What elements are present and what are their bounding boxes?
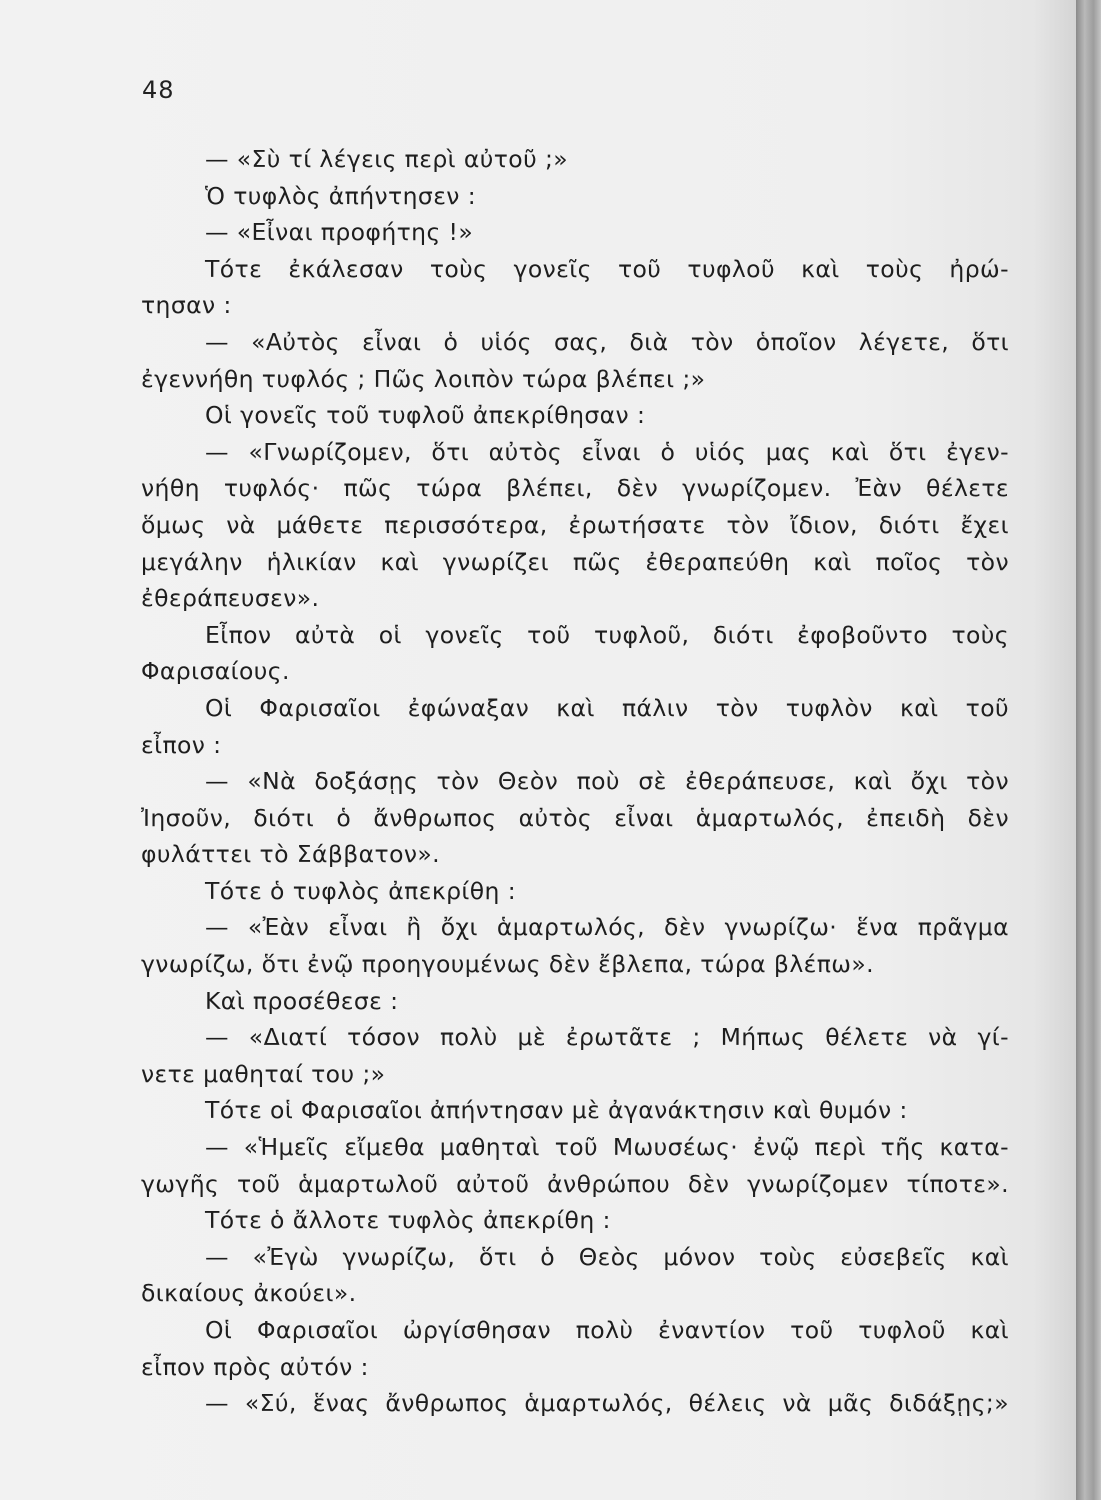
text-line: — «Σὺ τί λέγεις περὶ αὐτοῦ ;»	[205, 145, 569, 173]
text-line: Τότε οἱ Φαρισαῖοι ἀπήντησαν μὲ ἀγανάκτησιν καὶ θυμόν :	[205, 1096, 908, 1125]
text-line: — «Διατί τόσον πολὺ μὲ ἐρωτᾶτε ; Μήπως θέλετε νὰ γί-	[205, 1023, 1009, 1052]
text-line: — «Σύ, ἕνας ἄνθρωπος ἁμαρτωλός, θέλεις νὰ μᾶς διδάξῃς;»	[205, 1389, 1009, 1418]
text-line: εἶπον :	[141, 730, 222, 759]
page-text	[141, 141, 1009, 1422]
text-line: εἶπον πρὸς αὐτόν :	[141, 1352, 369, 1381]
text-line: Οἱ Φαρισαῖοι ὠργίσθησαν πολὺ ἐναντίον τοῦ τυφλοῦ καὶ	[205, 1316, 1009, 1344]
text-line: μεγάλην ἡλικίαν καὶ γνωρίζει πῶς ἐθεραπεύθη καὶ ποῖος τὸν	[141, 547, 1009, 576]
text-line: Τότε ἐκάλεσαν τοὺς γονεῖς τοῦ τυφλοῦ καὶ τοὺς ἠρώ-	[205, 254, 1009, 283]
text-line: γνωρίζω, ὅτι ἐνῷ προηγουμένως δὲν ἔβλεπα, τώρα βλέπω».	[141, 950, 875, 979]
text-line: Εἶπον αὐτὰ οἱ γονεῖς τοῦ τυφλοῦ, διότι ἐφοβοῦντο τοὺς	[205, 620, 1009, 649]
text-line: — «Γνωρίζομεν, ὅτι αὐτὸς εἶναι ὁ υἱός μας καὶ ὅτι ἐγεν-	[205, 437, 1009, 466]
text-line: — «Ἐγὼ γνωρίζω, ὅτι ὁ Θεὸς μόνον τοὺς εὐσεβεῖς καὶ	[205, 1242, 1009, 1271]
text-line: Τότε ὁ ἄλλοτε τυφλὸς ἀπεκρίθη :	[205, 1206, 611, 1235]
text-line: Καὶ προσέθεσε :	[205, 986, 399, 1015]
text-line: Ὁ τυφλὸς ἀπήντησεν :	[205, 181, 477, 210]
text-line: Φαρισαίους.	[141, 657, 290, 686]
text-line: Οἱ Φαρισαῖοι ἐφώναξαν καὶ πάλιν τὸν τυφλὸν καὶ τοῦ	[205, 693, 1009, 722]
text-line: Τότε ὁ τυφλὸς ἀπεκρίθη :	[205, 876, 517, 905]
text-line: — «Αὐτὸς εἶναι ὁ υἱός σας, διὰ τὸν ὁποῖον λέγετε, ὅτι	[205, 327, 1009, 356]
text-line: Ἰησοῦν, διότι ὁ ἄνθρωπος αὐτὸς εἶναι ἁμαρτωλός, ἐπειδὴ δὲν	[141, 803, 1009, 832]
book-gutter	[1076, 0, 1101, 1500]
text-line: — «Εἶναι προφήτης !»	[205, 218, 474, 247]
text-line: νήθη τυφλός· πῶς τώρα βλέπει, δὲν γνωρίζομεν. Ἐὰν θέλετε	[141, 474, 1009, 503]
text-line: ἐθεράπευσεν».	[141, 584, 320, 613]
text-line: φυλάττει τὸ Σάββατον».	[141, 840, 441, 869]
text-line: — «Ἡμεῖς εἴμεθα μαθηταὶ τοῦ Μωυσέως· ἐνῷ περὶ τῆς κατα-	[205, 1133, 1009, 1162]
text-line: δικαίους ἀκούει».	[141, 1279, 357, 1308]
text-line: — «Ἐὰν εἶναι ἢ ὄχι ἁμαρτωλός, δὲν γνωρίζω· ἕνα πρᾶγμα	[205, 913, 1009, 942]
text-line: ὅμως νὰ μάθετε περισσότερα, ἐρωτήσατε τὸν ἴδιον, διότι ἔχει	[141, 510, 1009, 539]
text-line: ἐγεννήθη τυφλός ; Πῶς λοιπὸν τώρα βλέπει ;»	[141, 364, 706, 393]
page-number: 48	[142, 76, 175, 104]
text-line: τησαν :	[141, 291, 232, 320]
text-line: γωγῆς τοῦ ἁμαρτωλοῦ αὐτοῦ ἀνθρώπου δὲν γνωρίζομεν τίποτε».	[141, 1169, 1009, 1198]
text-line: Οἱ γονεῖς τοῦ τυφλοῦ ἀπεκρίθησαν :	[205, 401, 646, 430]
text-line: — «Νὰ δοξάσῃς τὸν Θεὸν ποὺ σὲ ἐθεράπευσε, καὶ ὄχι τὸν	[205, 767, 1009, 796]
text-line: νετε μαθηταί του ;»	[141, 1059, 386, 1088]
